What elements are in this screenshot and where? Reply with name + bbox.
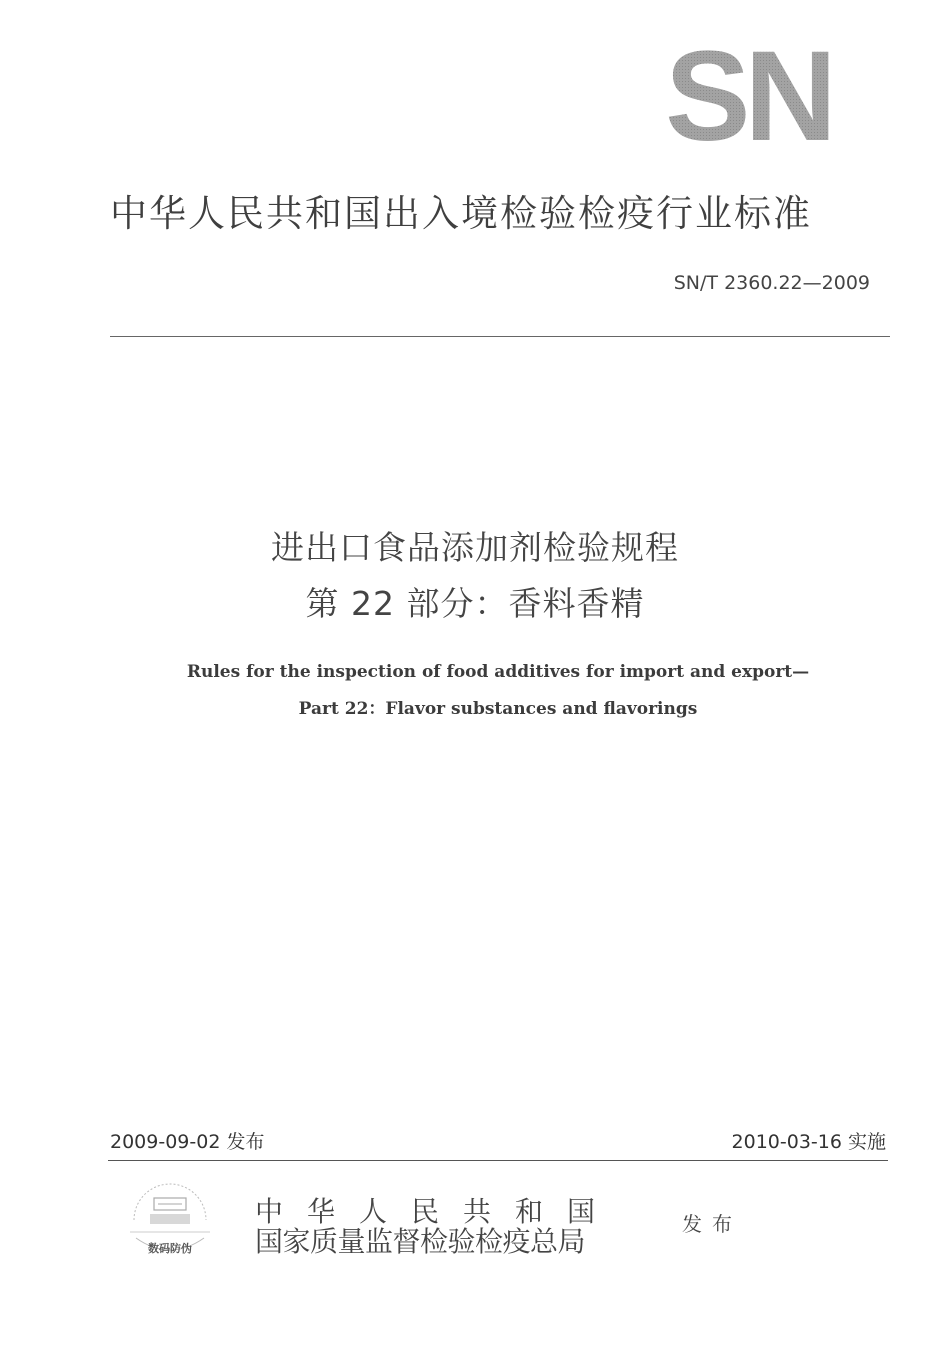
- logo-text: SN: [665, 42, 831, 146]
- title-english-main: Rules for the inspection of food additives for import and export—: [186, 662, 810, 682]
- publish-label: 发布: [682, 1212, 742, 1236]
- issue-date: 2009-09-02 发布: [110, 1131, 265, 1153]
- implementation-date: 2010-03-16 实施: [731, 1131, 886, 1153]
- footer-divider: [108, 1160, 888, 1161]
- publisher-country: 中华人民共和国: [255, 1195, 620, 1228]
- standard-category-title: 中华人民共和国出入境检验检疫行业标准: [110, 192, 812, 235]
- sn-standard-logo-icon: [652, 42, 844, 146]
- header-divider: [110, 336, 890, 337]
- publisher-agency: 国家质量监督检验检疫总局: [255, 1225, 586, 1258]
- title-chinese-part: 第 22 部分：香料香精: [305, 584, 645, 623]
- standard-number: SN/T 2360.22—2009: [673, 272, 870, 294]
- seal-text: 数码防伪: [148, 1242, 192, 1255]
- title-chinese-main: 进出口食品添加剂检验规程: [271, 528, 679, 567]
- title-english-part: Part 22：Flavor substances and flavorings: [298, 699, 698, 719]
- anti-counterfeit-seal-icon: [120, 1180, 220, 1270]
